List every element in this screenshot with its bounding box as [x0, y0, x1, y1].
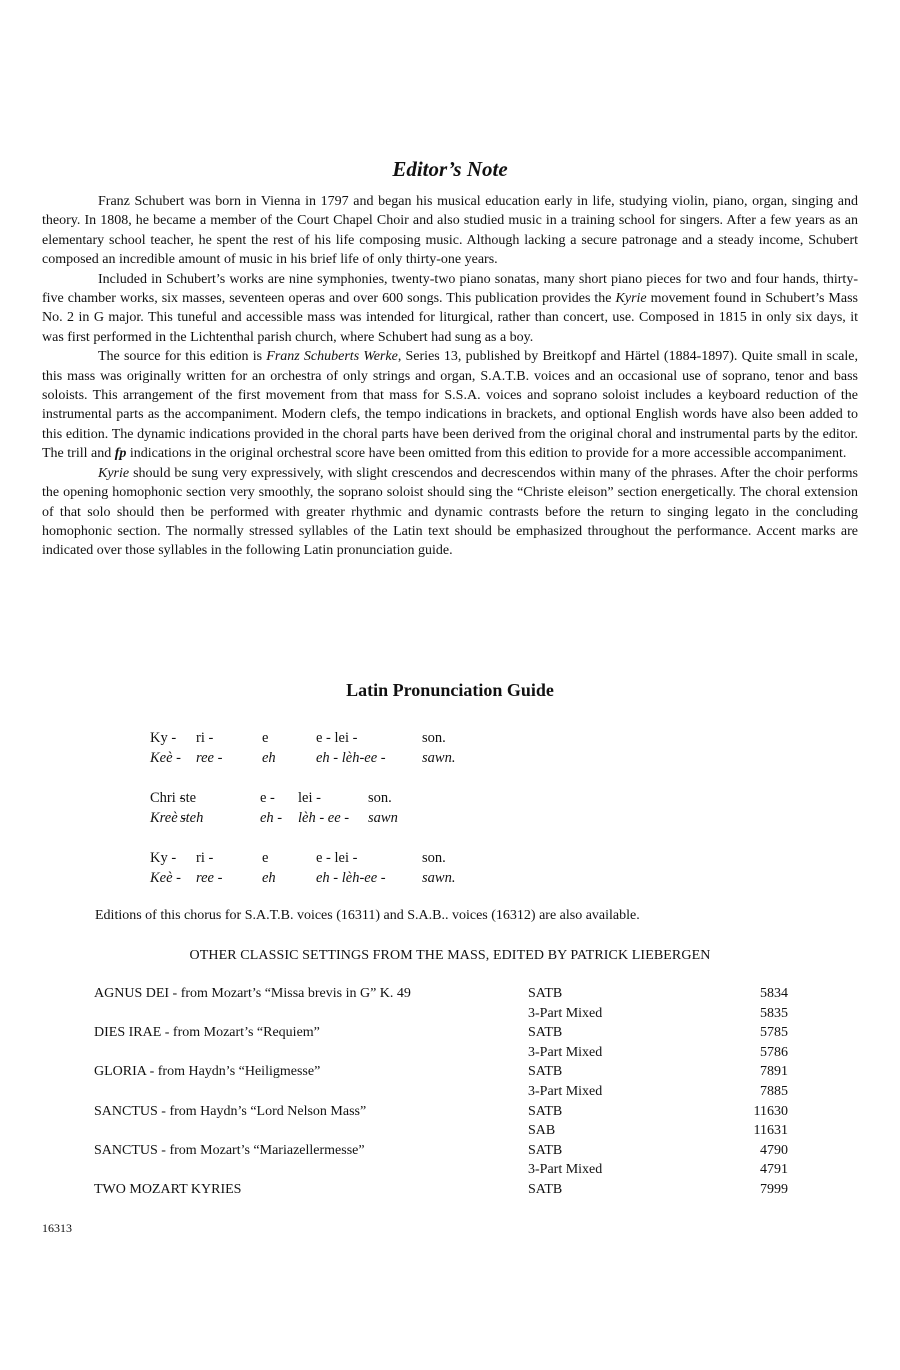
syllable: eh - lèh-ee - — [316, 870, 386, 886]
catalog-voicing: 3-Part Mixed — [528, 1044, 603, 1060]
catalog-row — [94, 1123, 794, 1143]
text-run: Included in Schubert’s works are nine symphonies, twenty-two piano sonatas, many short piano pieces for two and four hands, thirty-five chamber works, six masses, seventeen operas and over 600 songs. This publication provides the — [42, 271, 858, 307]
catalog-number: 5785 — [760, 1025, 788, 1041]
phonetic-syllables — [150, 870, 610, 890]
catalog-number: 7891 — [760, 1064, 788, 1080]
catalog-row — [94, 1025, 794, 1045]
text-run: indications in the original orchestral score have been omitted from this edition to provide for a more accessible accompaniment. — [126, 446, 847, 462]
syllable: ri - — [196, 730, 214, 746]
other-settings-heading: OTHER CLASSIC SETTINGS FROM THE MASS, EDITED BY PATRICK LIEBERGEN — [189, 948, 711, 963]
syllable: Ky - — [150, 730, 177, 746]
text-run: should be sung very expressively, with slight crescendos and decrescendos within many of the phrases. After the choir performs the opening homophonic section very smoothly, the soprano soloist should sing the “Christe eleison” section energetically. The choral extension of that solo should then be performed with greater rhythmic and dynamic contrasts before the return to singing legato in the concluding homophonic section. The normally stressed syllables of the Latin text should be emphasized throughout the performance. Accent marks are indicated over those syllables in the following Latin pronunciation guide. — [42, 465, 858, 559]
syllable: steh — [180, 810, 204, 826]
syllable: son. — [368, 790, 392, 806]
text-run: Franz Schubert was born in Vienna in 1797 and began his musical education early in life, studying violin, piano, organ, singing and theory. In 1808, he became a member of the Court Chapel Choir and also studied music in a training school for singers. After a few years as an elementary school teacher, he spent the rest of his life composing music. Although lacking a secure patronage and a steady income, Schubert composed an incredible amount of music in his brief life of only thirty-one years. — [42, 194, 858, 268]
syllable: Keè - — [150, 750, 181, 766]
catalog-voicing: SATB — [528, 1025, 563, 1041]
catalog-voicing: SATB — [528, 1181, 563, 1197]
syllable: sawn. — [422, 870, 456, 886]
catalog-voicing: SATB — [528, 1064, 563, 1080]
catalog-number: 4791 — [760, 1162, 788, 1178]
catalog-row — [94, 1143, 794, 1163]
syllable: eh - — [260, 810, 283, 826]
catalog-title: TWO MOZART KYRIES — [94, 1181, 242, 1197]
text-run: fp — [114, 446, 127, 462]
catalog-voicing: SATB — [528, 1103, 563, 1119]
latin-syllables — [150, 730, 610, 750]
catalog-number: 4790 — [760, 1142, 788, 1158]
syllable: lèh - ee - — [298, 810, 350, 826]
syllable: e - lei - — [316, 850, 358, 866]
syllable: ree - — [196, 870, 223, 886]
syllable: ri - — [196, 850, 214, 866]
catalog-row — [94, 1162, 794, 1182]
catalog-row — [94, 1006, 794, 1026]
catalog-row — [94, 1084, 794, 1104]
catalog-voicing: SATB — [528, 986, 563, 1001]
catalog-title: GLORIA - from Haydn’s “Heiligmesse” — [94, 1064, 321, 1080]
syllable: e - — [260, 790, 275, 806]
editions-note: Editions of this chorus for S.A.T.B. voices (16311) and S.A.B.. voices (16312) are also available. — [95, 908, 640, 923]
phonetic-syllables — [150, 810, 610, 830]
catalog-number: 5835 — [760, 1005, 788, 1021]
syllable: ste — [180, 790, 197, 806]
pronunciation-block — [150, 730, 610, 770]
text-run: movement found in Schubert’s Mass No. 2 in G major. This tuneful and accessible mass was intended for liturgical, rather than concert, use. Composed in 1815 in only six days, it was first performed in the Lichtenthal parish church, where Schubert had sung as a boy. — [42, 291, 858, 345]
body-paragraph — [42, 192, 858, 270]
syllable: sawn. — [422, 750, 456, 766]
latin-syllables — [150, 850, 610, 870]
page-title: Editor’s Note — [392, 157, 508, 182]
text-run: Kyrie — [98, 465, 130, 481]
catalog-row — [94, 1104, 794, 1124]
catalog-voicing: SAB — [528, 1123, 556, 1139]
catalog-title: SANCTUS - from Haydn’s “Lord Nelson Mass” — [94, 1103, 367, 1119]
catalog-row — [94, 1064, 794, 1084]
text-run: Kyrie — [615, 291, 647, 307]
syllable: ree - — [196, 750, 223, 766]
pronunciation-block — [150, 850, 610, 890]
catalog-title: AGNUS DEI - from Mozart’s “Missa brevis in G” K. 49 — [94, 986, 411, 1001]
syllable: Chri - — [150, 790, 185, 806]
syllable: e - lei - — [316, 730, 358, 746]
catalog-voicing: 3-Part Mixed — [528, 1083, 603, 1099]
catalog-list — [94, 986, 794, 1202]
syllable: Kreè - — [150, 810, 187, 826]
catalog-number: 11631 — [753, 1123, 788, 1139]
catalog-title: DIES IRAE - from Mozart’s “Requiem” — [94, 1025, 320, 1041]
catalog-number: 5834 — [760, 986, 788, 1001]
pronunciation-block — [150, 790, 610, 830]
syllable: e — [262, 730, 269, 746]
pronunciation-guide-title: Latin Pronunciation Guide — [346, 680, 554, 700]
syllable: son. — [422, 850, 446, 866]
syllable: lei - — [298, 790, 321, 806]
syllable: eh - lèh-ee - — [316, 750, 386, 766]
catalog-row — [94, 986, 794, 1006]
phonetic-syllables — [150, 750, 610, 770]
catalog-number: 11630 — [753, 1103, 788, 1119]
syllable: Keè - — [150, 870, 181, 886]
catalog-number: 5786 — [760, 1044, 788, 1060]
catalog-number: 7885 — [760, 1083, 788, 1099]
syllable: sawn — [368, 810, 398, 826]
editors-note-body — [42, 192, 858, 561]
catalog-voicing: 3-Part Mixed — [528, 1005, 603, 1021]
syllable: e — [262, 850, 269, 866]
syllable: Ky - — [150, 850, 177, 866]
text-run: , Series 13, published by Breitkopf and Härtel (1884-1897). Quite small in scale, this mass was originally written for an orchestra of only strings and organ, S.A.T.B. voices and an occasional use of soprano, tenor and bass soloists. This arrangement of the first movement from that mass for S.S.A. voices and soprano soloist includes a keyboard reduction of the instrumental parts as the accompaniment. Modern clefs, the tempo indications in brackets, and optional English words have also been added to this edition. The dynamic indications provided in the choral parts have been derived from the original choral and instrumental parts by the editor. The trill and — [42, 349, 858, 462]
text-run: The source for this edition is — [98, 349, 267, 365]
body-paragraph — [42, 347, 858, 463]
catalog-row — [94, 1182, 794, 1202]
latin-syllables — [150, 790, 610, 810]
catalog-number: 7999 — [760, 1181, 788, 1197]
syllable: son. — [422, 730, 446, 746]
catalog-title: SANCTUS - from Mozart’s “Mariazellermesse” — [94, 1142, 365, 1158]
catalog-number-footer: 16313 — [42, 1221, 72, 1235]
catalog-voicing: SATB — [528, 1142, 563, 1158]
text-run: Franz Schuberts Werke — [266, 349, 398, 365]
syllable: eh — [262, 750, 276, 766]
syllable: eh — [262, 870, 276, 886]
body-paragraph — [42, 464, 858, 561]
catalog-row — [94, 1045, 794, 1065]
body-paragraph — [42, 270, 858, 348]
catalog-voicing: 3-Part Mixed — [528, 1162, 603, 1178]
